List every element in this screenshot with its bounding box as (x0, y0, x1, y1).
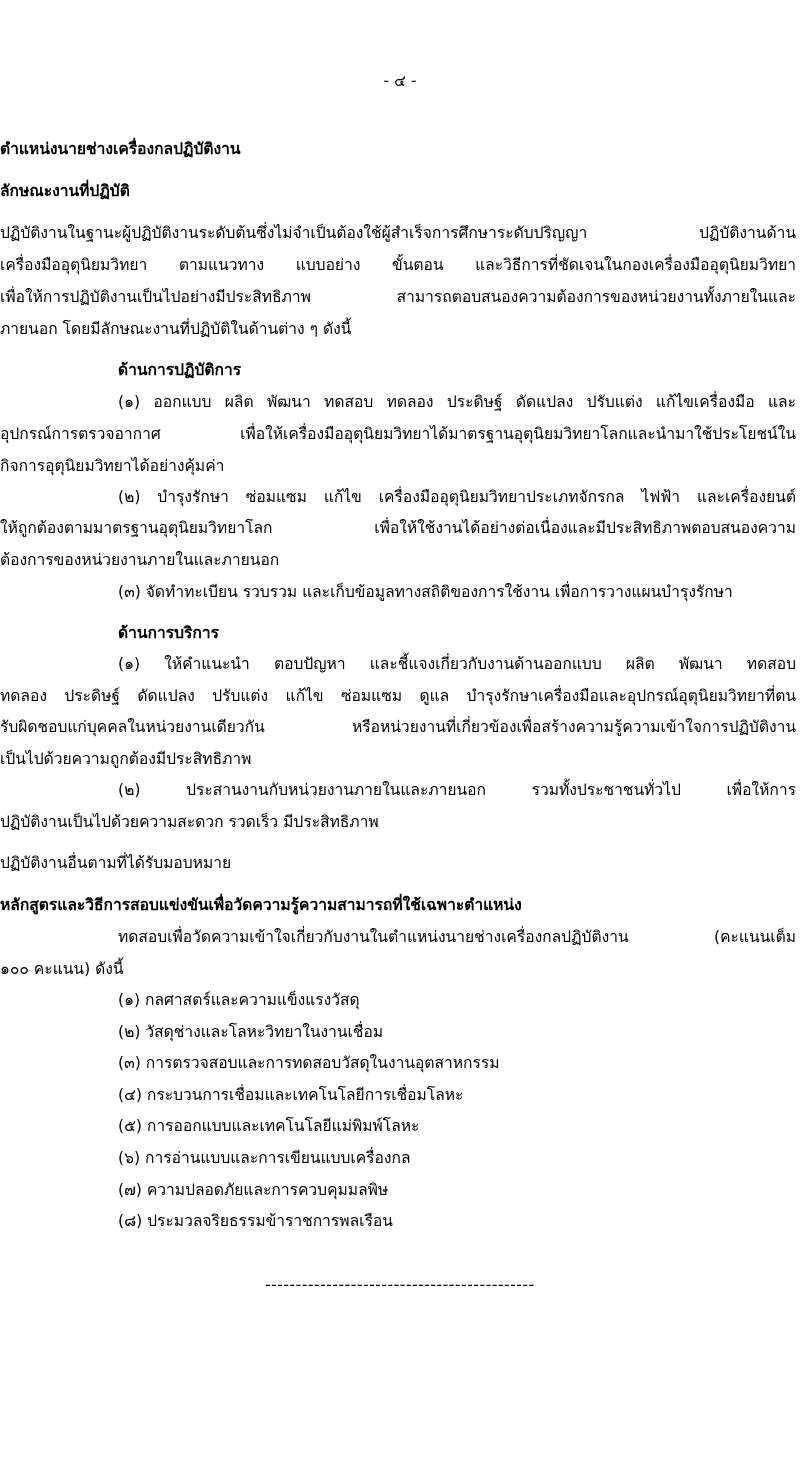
intro-line-2: เครื่องมืออุตุนิยมวิทยา ตามแนวทาง แบบอย่าง ขั้นตอน และวิธีการที่ชัดเจนในกองเครื่องมืออุตุนิยมวิทยา (0, 256, 796, 274)
exam-subject-1: (๑) กลศาสตร์และความแข็งแรงวัสดุ (118, 991, 360, 1009)
operation-section-title: ด้านการปฏิบัติการ (118, 361, 242, 379)
duties-heading: ลักษณะงานที่ปฏิบัติ (0, 182, 130, 200)
exam-intro-line-1: ทดสอบเพื่อวัดความเข้าใจเกี่ยวกับงานในตำแหน่งนายช่างเครื่องกลปฏิบัติงาน (คะแนนเต็ม (118, 928, 796, 946)
exam-subject-6: (๖) การอ่านแบบและการเขียนแบบเครื่องกล (118, 1149, 411, 1167)
service-item2-line-2: ปฏิบัติงานเป็นไปด้วยความสะดวก รวดเร็ว มีประสิทธิภาพ (0, 813, 379, 831)
exam-subject-2: (๒) วัสดุช่างและโลหะวิทยาในงานเชื่อม (118, 1023, 384, 1041)
intro-line-1: ปฏิบัติงานในฐานะผู้ปฏิบัติงานระดับต้นซึ่งไม่จำเป็นต้องใช้ผู้สำเร็จการศึกษาระดับปริญญา ปฏิบัติงานด้าน (0, 224, 796, 242)
operation-item1-line-3: กิจการอุตุนิยมวิทยาได้อย่างคุ้มค่า (0, 457, 225, 475)
intro-line-3: เพื่อให้การปฏิบัติงานเป็นไปอย่างมีประสิทธิภาพ สามารถตอบสนองความต้องการของหน่วยงานทั้งภายในและ (0, 288, 796, 306)
operation-item1-line-2: อุปกรณ์การตรวจอากาศ เพื่อให้เครื่องมืออุตุนิยมวิทยาได้มาตรฐานอุตุนิยมวิทยาโลกและนำมาใช้ประโยชน์ใน (0, 425, 796, 443)
exam-intro-line-2: ๑๐๐ คะแนน) ดังนี้ (0, 960, 124, 978)
operation-item2-line-3: ต้องการของหน่วยงานภายในและภายนอก (0, 551, 280, 569)
service-section-title: ด้านการบริการ (118, 624, 219, 642)
service-item1-line-2: ทดลอง ประดิษฐ์ ดัดแปลง ปรับแต่ง แก้ไข ซ่อมแซม ดูแล บำรุงรักษาเครื่องมือและอุปกรณ์อุตุนิยมวิทยาที่ตน (0, 687, 796, 705)
intro-line-4: ภายนอก โดยมีลักษณะงานที่ปฏิบัติในด้านต่าง ๆ ดังนี้ (0, 320, 352, 338)
service-item1-line-3: รับผิดชอบแก่บุคคลในหน่วยงานเดียวกัน หรือหน่วยงานที่เกี่ยวข้องเพื่อสร้างความรู้ความเข้าใจการปฏิบัติงาน (0, 718, 796, 736)
exam-subject-4: (๔) กระบวนการเชื่อมและเทคโนโลยีการเชื่อมโลหะ (118, 1086, 464, 1104)
exam-subject-7: (๗) ความปลอดภัยและการควบคุมมลพิษ (118, 1181, 389, 1199)
other-duties: ปฏิบัติงานอื่นตามที่ได้รับมอบหมาย (0, 854, 232, 872)
exam-heading: หลักสูตรและวิธีการสอบแข่งขันเพื่อวัดความรู้ความสามารถที่ใช้เฉพาะตำแหน่ง (0, 896, 522, 914)
page-number: - ๔ - (383, 72, 417, 90)
end-rule: -------------------------------------------- (265, 1276, 535, 1294)
service-item1-line-1: (๑) ให้คำแนะนำ ตอบปัญหา และชี้แจงเกี่ยวกับงานด้านออกแบบ ผลิต พัฒนา ทดสอบ (118, 655, 796, 673)
service-item2-line-1: (๒) ประสานงานกับหน่วยงานภายในและภายนอก รวมทั้งประชาชนทั่วไป เพื่อให้การ (118, 781, 796, 799)
position-heading: ตำแหน่งนายช่างเครื่องกลปฏิบัติงาน (0, 140, 241, 158)
operation-item1-line-1: (๑) ออกแบบ ผลิต พัฒนา ทดสอบ ทดลอง ประดิษฐ์ ดัดแปลง ปรับแต่ง แก้ไขเครื่องมือ และ (118, 393, 796, 411)
exam-subject-8: (๘) ประมวลจริยธรรมข้าราชการพลเรือน (118, 1212, 393, 1230)
exam-subject-3: (๓) การตรวจสอบและการทดสอบวัสดุในงานอุตสาหกรรม (118, 1054, 500, 1072)
operation-item2-line-2: ให้ถูกต้องตามมาตรฐานอุตุนิยมวิทยาโลก เพื่อให้ใช้งานได้อย่างต่อเนื่องและมีประสิทธิภาพตอบสนองความ (0, 519, 796, 537)
service-item1-line-4: เป็นไปด้วยความถูกต้องมีประสิทธิภาพ (0, 750, 252, 768)
operation-item2-line-1: (๒) บำรุงรักษา ซ่อมแซม แก้ไข เครื่องมืออุตุนิยมวิทยาประเภทจักรกล ไฟฟ้า และเครื่องยนต์ (118, 488, 796, 506)
operation-item3-line-1: (๓) จัดทำทะเบียน รวบรวม และเก็บข้อมูลทางสถิติของการใช้งาน เพื่อการวางแผนบำรุงรักษา (118, 583, 733, 601)
exam-subject-5: (๕) การออกแบบและเทคโนโลยีแม่พิมพ์โลหะ (118, 1117, 420, 1135)
